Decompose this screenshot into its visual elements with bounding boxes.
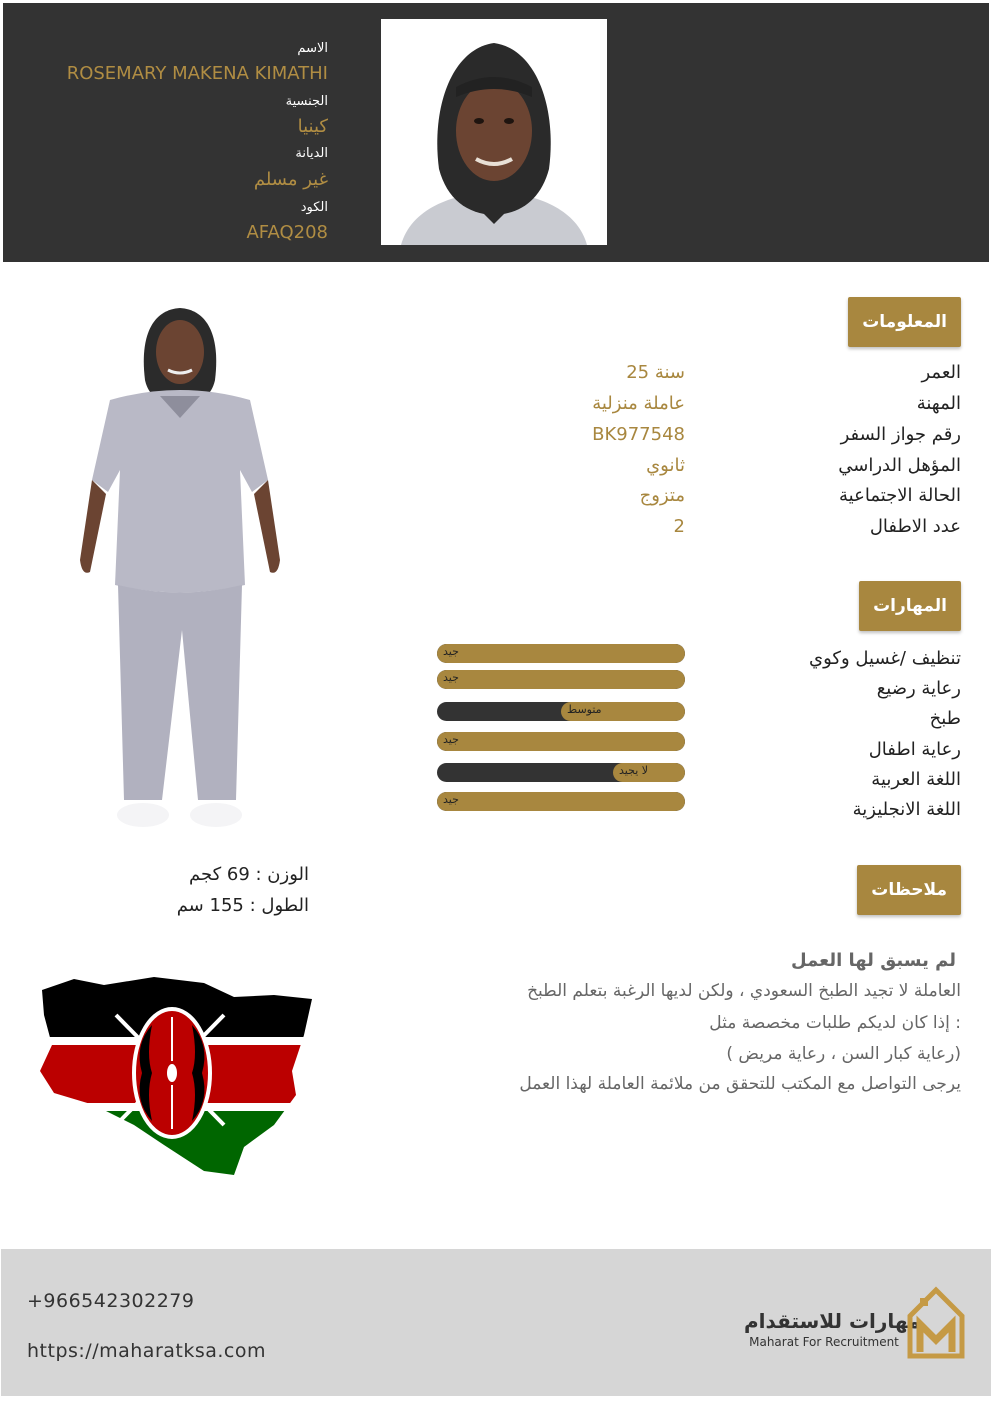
note-line: يرجى التواصل مع المكتب للتحقق من ملائمة العاملة لهذا العمل [519,1074,961,1094]
profession-value: عاملة منزلية [592,393,685,414]
education-label: المؤهل الدراسي [838,455,961,476]
passport-label: رقم جواز السفر [840,424,961,445]
info-section-title: المعلومات [848,297,961,347]
full-body-photo [40,300,300,840]
phone-number[interactable]: +966542302279 [27,1290,195,1312]
children-value: 2 [673,516,685,537]
education-value: ثانوي [646,455,685,476]
footer [1,1249,991,1396]
skill-label: رعاية رضيع [876,678,961,699]
skill-level: جيد [443,671,459,684]
maharat-logo-icon [906,1286,968,1360]
profession-label: المهنة [916,393,961,414]
code-value: AFAQ208 [246,222,328,243]
skill-label: اللغة الانجليزية [852,799,961,820]
marital-label: الحالة الاجتماعية [839,485,961,506]
skill-level: لا يجيد [619,764,649,777]
code-label: الكود [300,200,328,215]
maharat-logo-text [744,1309,921,1349]
logo-english: Maharat For Recruitment [749,1335,899,1349]
age-value: 25 سنة [626,362,685,383]
religion-value: غير مسلم [253,169,328,190]
logo-arabic: مهارات للاستقدام [744,1309,921,1333]
skill-label: اللغة العربية [871,769,961,790]
worker-name: ROSEMARY MAKENA KIMATHI [66,63,328,84]
header-banner [3,3,989,262]
kenya-flag-map [34,975,314,1180]
nationality-label: الجنسية [285,94,328,109]
marital-value: متزوج [639,485,685,506]
skill-bar-fill [437,670,685,689]
skill-level: جيد [443,793,459,806]
skill-bar-fill [437,644,685,663]
height-text: الطول : 155 سم [176,895,309,916]
skill-bar-fill [437,792,685,811]
skill-level: جيد [443,645,459,658]
skill-bar [437,763,685,782]
age-label: العمر [921,362,961,383]
notes-heading: لم يسبق لها العمل [791,950,956,971]
children-label: عدد الاطفال [869,516,961,537]
note-line: إذا كان لديكم طلبات مخصصة مثل : [709,1013,961,1033]
skill-bar [437,644,685,663]
passport-value: BK977548 [592,424,685,445]
religion-label: الديانة [295,146,328,161]
note-line: العاملة لا تجيد الطبخ السعودي ، ولكن لديها الرغبة بتعلم الطبخ [527,981,961,1001]
skill-label: طبخ [929,708,961,729]
skill-bar [437,702,685,721]
weight-text: الوزن : 69 كجم [189,864,309,885]
skill-bar-fill [437,732,685,751]
skills-section-title: المهارات [859,581,961,631]
notes-section-title: ملاحظات [857,865,961,915]
portrait-photo [381,19,607,245]
website-link[interactable]: https://maharatksa.com [27,1340,267,1362]
skill-label: تنظيف /غسيل وكوي [809,648,961,669]
skill-bar [437,670,685,689]
skill-level: متوسط [567,703,602,716]
nationality-value: كينيا [297,116,328,137]
skill-bar [437,792,685,811]
skill-label: رعاية اطفال [868,739,961,760]
name-label: الاسم [297,41,328,56]
skill-bar [437,732,685,751]
note-line: ( رعاية كبار السن ، رعاية مريض) [726,1044,961,1064]
skill-level: جيد [443,733,459,746]
